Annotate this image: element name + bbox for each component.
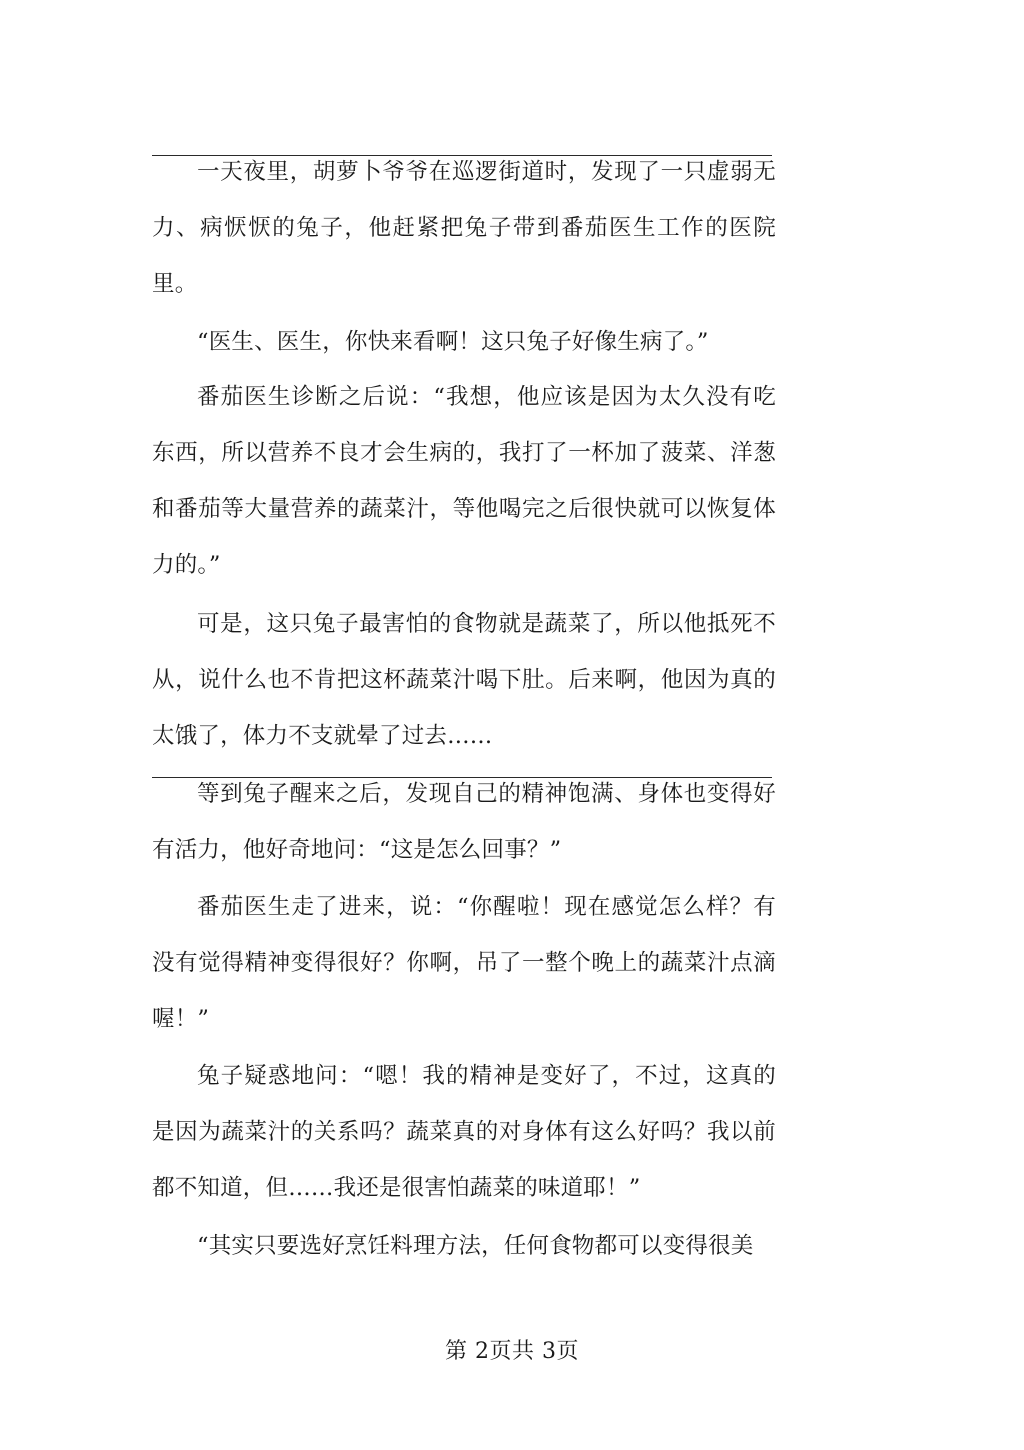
page-number-footer: 第 2页共 3页	[445, 1339, 579, 1364]
paragraph-7: 兔子疑惑地问：“嗯！我的精神是变好了，不过，这真的是因为蔬菜汁的关系吗？蔬菜真的对身体有这么好吗？我以前都不知道，但……我还是很害怕蔬菜的味道耶！”	[152, 1063, 776, 1201]
paragraph-2: “医生、医生，你快来看啊！这只兔子好像生病了。”	[197, 329, 709, 355]
paragraph-8: “其实只要选好烹饪料理方法，任何食物都可以变得很美	[197, 1233, 754, 1259]
paragraph-6: 番茄医生走了进来，说：“你醒啦！现在感觉怎么样？有没有觉得精神变得很好？你啊，吊了一整个晚上的蔬菜汁点滴喔！”	[152, 894, 776, 1032]
paragraph-1: 一天夜里，胡萝卜爷爷在巡逻街道时，发现了一只虚弱无力、病恹恹的兔子，他赶紧把兔子带到番茄医生工作的医院里。	[152, 159, 776, 297]
paragraph-5: 等到兔子醒来之后，发现自己的精神饱满、身体也变得好有活力，他好奇地问：“这是怎么回事？”	[152, 781, 776, 863]
paragraph-4: 可是，这只兔子最害怕的食物就是蔬菜了，所以他抵死不从，说什么也不肯把这杯蔬菜汁喝下肚。后来啊，他因为真的太饿了，体力不支就晕了过去……	[152, 611, 776, 749]
paragraph-3: 番茄医生诊断之后说：“我想，他应该是因为太久没有吃东西，所以营养不良才会生病的，我打了一杯加了菠菜、洋葱和番茄等大量营养的蔬菜汁，等他喝完之后很快就可以恢复体力的。”	[152, 384, 776, 578]
